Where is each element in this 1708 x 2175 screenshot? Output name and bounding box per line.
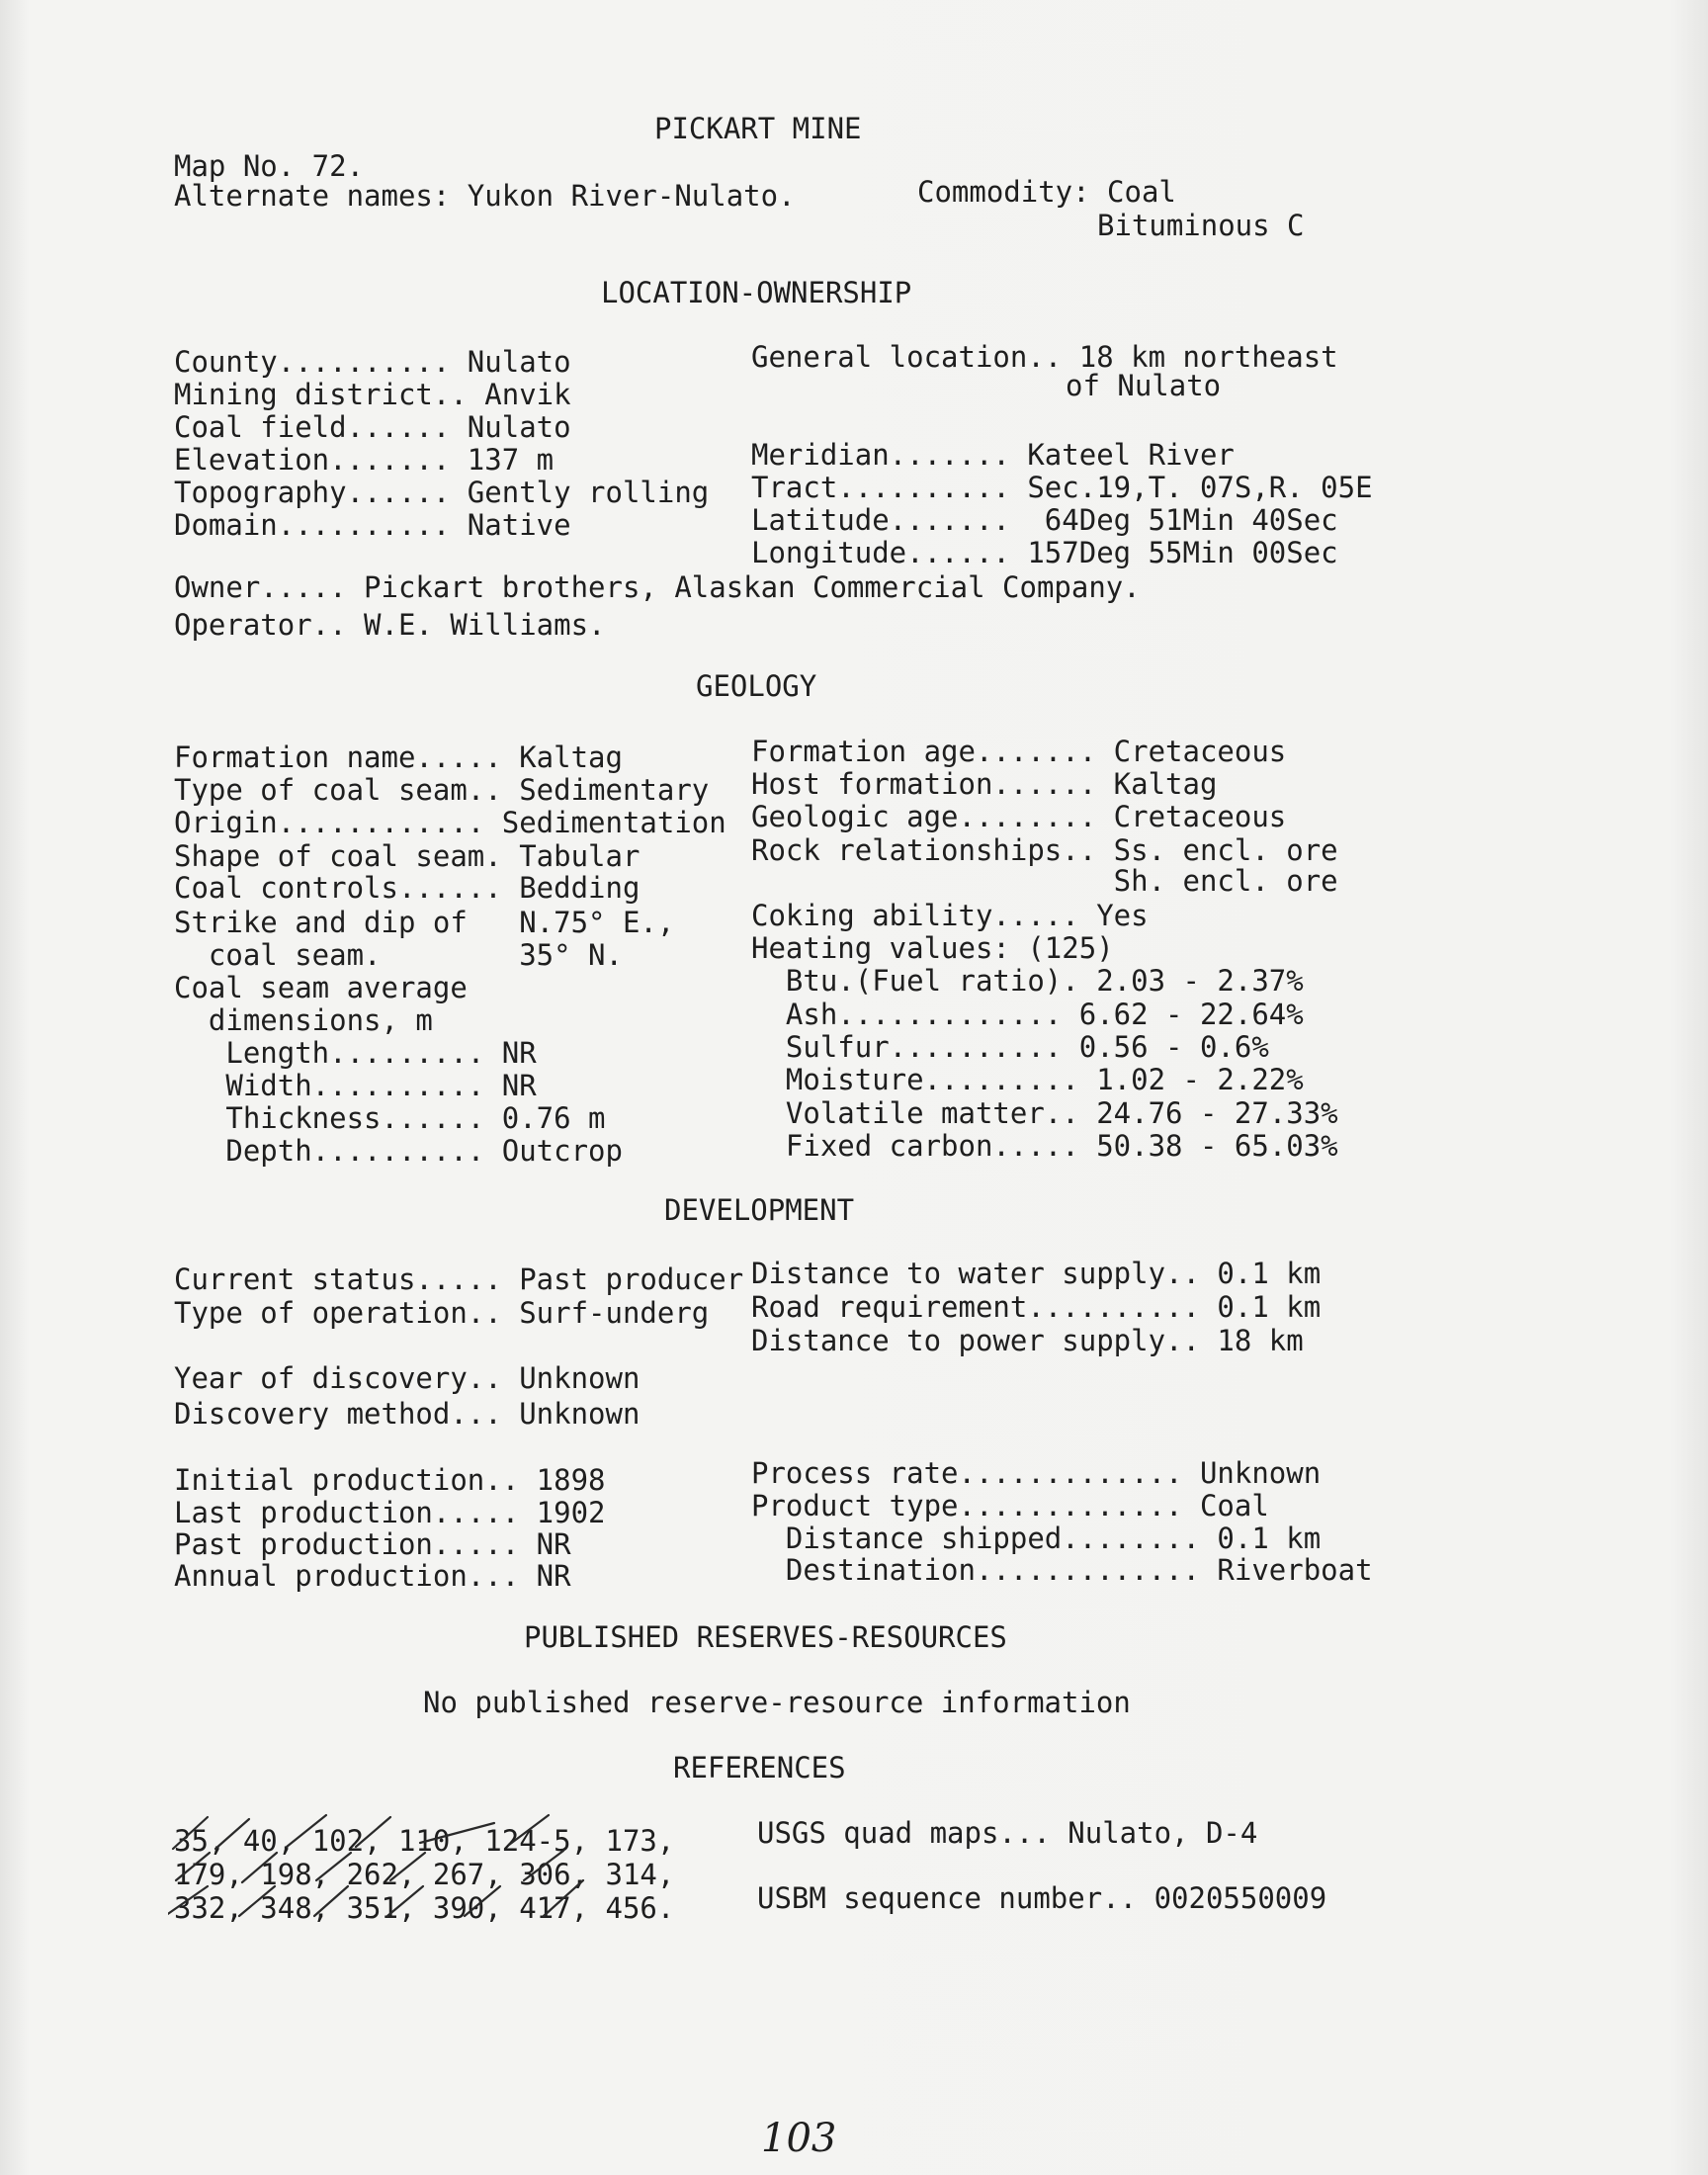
strike-mark — [173, 1817, 208, 1849]
geology-field: Ash............. 6.62 - 22.64% — [751, 998, 1304, 1031]
reference-list-line: 332, 348, 351, 390, 417, 456. — [174, 1891, 675, 1925]
geology-field: coal seam. 35° N. — [174, 938, 623, 972]
reserves-text: No published reserve-resource information — [423, 1686, 1131, 1719]
strike-mark — [544, 1880, 583, 1916]
strike-mark — [215, 1819, 249, 1849]
section-heading-location: LOCATION-OWNERSHIP — [601, 276, 912, 309]
location-field: County.......... Nulato — [174, 345, 571, 379]
geology-field: Heating values: (125) — [751, 931, 1114, 965]
section-heading-geology: GEOLOGY — [696, 669, 817, 703]
section-heading-references: REFERENCES — [673, 1751, 846, 1784]
strike-mark — [287, 1815, 326, 1847]
usgs-quad-maps: USGS quad maps... Nulato, D-4 — [757, 1816, 1258, 1850]
development-field: Past production..... NR — [174, 1527, 571, 1561]
usbm-sequence-number: USBM sequence number.. 0020550009 — [757, 1881, 1327, 1915]
geology-field: Type of coal seam.. Sedimentary — [174, 773, 710, 807]
section-heading-development: DEVELOPMENT — [664, 1193, 855, 1227]
development-field: Annual production... NR — [174, 1559, 571, 1593]
strike-mark — [387, 1886, 423, 1916]
geology-field: Btu.(Fuel ratio). 2.03 - 2.37% — [751, 964, 1304, 998]
geology-field: dimensions, m — [174, 1003, 433, 1037]
owner: Owner..... Pickart brothers, Alaskan Commercial Company. — [174, 570, 1141, 604]
geology-field: Coal seam average — [174, 971, 468, 1004]
strike-mark — [314, 1886, 348, 1916]
strike-mark — [239, 1886, 275, 1916]
location-field: Meridian....... Kateel River — [751, 438, 1235, 472]
strike-mark — [168, 1886, 208, 1918]
handwritten-strike-marks — [168, 1809, 682, 1928]
strike-mark — [524, 1851, 563, 1880]
strike-mark — [176, 1853, 210, 1880]
geology-field: Volatile matter.. 24.76 - 27.33% — [751, 1096, 1338, 1130]
development-field: Initial production.. 1898 — [174, 1463, 606, 1497]
operator: Operator.. W.E. Williams. — [174, 608, 606, 642]
location-field: Coal field...... Nulato — [174, 410, 571, 444]
general-location: General location.. 18 km northeast — [751, 340, 1338, 374]
geology-field: Sh. encl. ore — [751, 864, 1338, 898]
strike-mark — [356, 1817, 390, 1847]
geology-field: Sulfur.......... 0.56 - 0.6% — [751, 1030, 1269, 1064]
geology-field: Strike and dip of N.75° E., — [174, 906, 675, 939]
development-field: Distance shipped........ 0.1 km — [751, 1522, 1322, 1555]
geology-field: Thickness...... 0.76 m — [174, 1101, 606, 1135]
geology-field: Rock relationships.. Ss. encl. ore — [751, 833, 1338, 867]
alternate-names: Alternate names: Yukon River-Nulato. — [174, 179, 796, 213]
development-field: Discovery method... Unknown — [174, 1397, 640, 1431]
geology-field: Geologic age........ Cretaceous — [751, 800, 1287, 833]
development-field: Year of discovery.. Unknown — [174, 1361, 640, 1395]
strike-mark — [390, 1853, 425, 1880]
page-title: PICKART MINE — [654, 112, 862, 145]
strike-mark — [316, 1853, 351, 1880]
development-field: Distance to power supply.. 18 km — [751, 1324, 1304, 1357]
commodity-type: Bituminous C — [1097, 209, 1305, 242]
strike-mark — [509, 1815, 549, 1845]
reference-list-line: 179, 198, 262, 267, 306, 314, — [174, 1858, 675, 1891]
location-field: Topography...... Gently rolling — [174, 476, 710, 509]
geology-field: Length......... NR — [174, 1036, 537, 1070]
development-field: Last production..... 1902 — [174, 1496, 606, 1529]
section-heading-reserves: PUBLISHED RESERVES-RESOURCES — [524, 1620, 1007, 1654]
strike-mark — [465, 1886, 500, 1916]
location-field: Tract.......... Sec.19,T. 07S,R. 05E — [751, 471, 1373, 504]
development-field: Distance to water supply.. 0.1 km — [751, 1257, 1322, 1290]
geology-field: Coking ability..... Yes — [751, 899, 1149, 932]
development-field: Road requirement.......... 0.1 km — [751, 1290, 1322, 1324]
geology-field: Origin............ Sedimentation — [174, 806, 726, 839]
reference-list-line: 35, 40, 102, 110, 124-5, 173, — [174, 1824, 675, 1858]
development-field: Destination............. Riverboat — [751, 1553, 1373, 1587]
geology-field: Coal controls...... Bedding — [174, 871, 640, 905]
handwritten-page-number: 103 — [761, 2116, 837, 2161]
geology-field: Depth.......... Outcrop — [174, 1134, 623, 1168]
geology-field: Formation age....... Cretaceous — [751, 735, 1287, 768]
strike-mark — [420, 1823, 494, 1843]
location-field: Latitude....... 64Deg 51Min 40Sec — [751, 503, 1338, 537]
geology-field: Fixed carbon..... 50.38 - 65.03% — [751, 1129, 1338, 1163]
location-field: Domain.......... Native — [174, 508, 571, 542]
general-location-cont: of Nulato — [1066, 369, 1222, 402]
location-field: Longitude...... 157Deg 55Min 00Sec — [751, 536, 1338, 569]
development-field: Product type............. Coal — [751, 1489, 1269, 1522]
development-field: Process rate............. Unknown — [751, 1456, 1322, 1490]
geology-field: Shape of coal seam. Tabular — [174, 839, 640, 873]
location-field: Mining district.. Anvik — [174, 378, 571, 411]
map-number: Map No. 72. — [174, 149, 365, 183]
geology-field: Width.......... NR — [174, 1069, 537, 1102]
development-field: Type of operation.. Surf-underg — [174, 1296, 710, 1330]
commodity: Commodity: Coal — [917, 175, 1176, 209]
location-field: Elevation....... 137 m — [174, 443, 555, 477]
geology-field: Host formation...... Kaltag — [751, 767, 1218, 801]
strike-mark — [242, 1853, 277, 1882]
geology-field: Formation name..... Kaltag — [174, 740, 623, 774]
geology-field: Moisture......... 1.02 - 2.22% — [751, 1063, 1304, 1096]
development-field: Current status..... Past producer — [174, 1262, 744, 1296]
